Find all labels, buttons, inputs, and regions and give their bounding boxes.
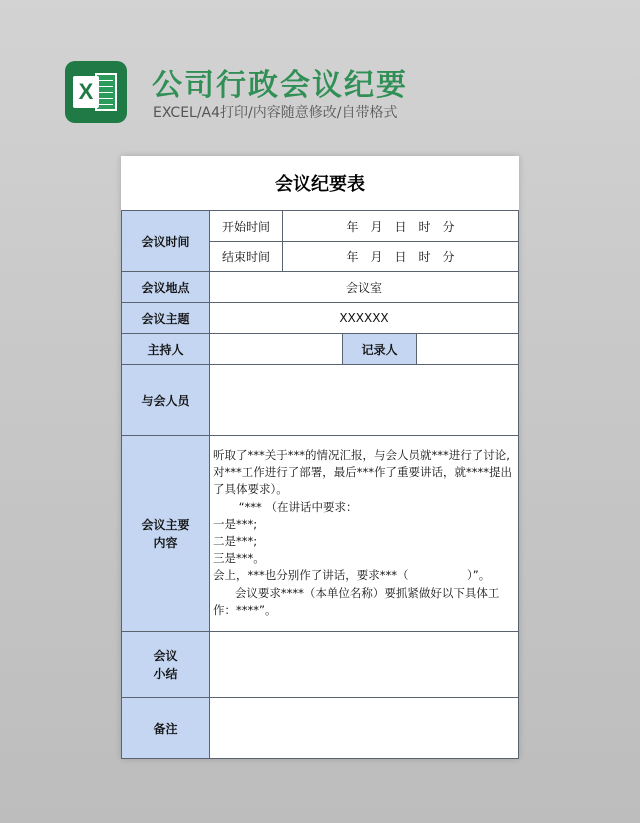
start-month-unit: 月 xyxy=(370,219,383,234)
summary-label-line2: 小结 xyxy=(153,666,178,681)
location-label: 会议地点 xyxy=(121,271,210,303)
page-title: 公司行政会议纪要 xyxy=(152,68,408,103)
recorder-label: 记录人 xyxy=(342,333,417,365)
end-month-unit: 月 xyxy=(370,250,383,264)
recorder-field[interactable] xyxy=(416,333,519,365)
end-hour-unit: 时 xyxy=(418,250,431,264)
meeting-time-label: 会议时间 xyxy=(121,210,210,272)
end-time-field[interactable] xyxy=(282,241,519,272)
topic-field[interactable]: XXXXXX xyxy=(209,302,519,334)
content-line: 了具体要求）。 xyxy=(213,482,288,497)
content-line: 三是***。 xyxy=(213,551,265,566)
summary-label xyxy=(121,631,210,698)
start-day-unit: 日 xyxy=(394,219,407,234)
form-sheet xyxy=(121,156,519,759)
location-field[interactable]: 会议室 xyxy=(209,271,519,303)
end-minute-unit: 分 xyxy=(442,250,455,264)
end-time-label: 结束时间 xyxy=(209,241,283,272)
content-line: 二是***; xyxy=(213,534,258,549)
attendees-field[interactable] xyxy=(209,364,519,436)
content-line: 会议要求****（本单位名称）要抓紧做好以下具体工 xyxy=(213,585,500,600)
excel-logo-icon xyxy=(65,61,127,123)
attendees-label: 与会人员 xyxy=(121,364,210,436)
content-line: 作：****”。 xyxy=(213,602,277,617)
excel-x-letter: X xyxy=(73,76,99,108)
remarks-label: 备注 xyxy=(121,697,210,759)
summary-field[interactable] xyxy=(209,631,519,698)
summary-label-line1: 会议 xyxy=(153,648,178,663)
main-content-field[interactable] xyxy=(209,435,519,632)
content-line: 听取了***关于***的情况汇报，与会人员就***进行了讨论, xyxy=(213,448,510,462)
start-hour-unit: 时 xyxy=(418,219,431,234)
content-line: 对***工作进行了部署，最后***作了重要讲话，就****提出 xyxy=(213,465,512,480)
start-minute-unit: 分 xyxy=(442,219,455,234)
remarks-field[interactable] xyxy=(209,697,519,759)
end-year-unit: 年 xyxy=(346,250,359,264)
start-year-unit: 年 xyxy=(346,219,359,234)
start-time-field[interactable] xyxy=(282,210,519,242)
page-subtitle: EXCEL/A4打印/内容随意修改/自带格式 xyxy=(153,105,398,121)
main-content-label-line1: 会议主要 xyxy=(141,517,190,532)
host-label: 主持人 xyxy=(121,333,210,365)
topic-label: 会议主题 xyxy=(121,302,210,334)
form-title: 会议纪要表 xyxy=(275,174,365,195)
content-line: 会上，***也分别作了讲话，要求***（ ）”。 xyxy=(213,568,491,583)
end-day-unit: 日 xyxy=(394,250,407,264)
content-line: 一是***; xyxy=(213,516,258,531)
main-content-label-line2: 内容 xyxy=(153,535,178,550)
host-field[interactable] xyxy=(209,333,343,365)
content-line: “*** （在讲话中要求： xyxy=(213,499,358,514)
main-content-label xyxy=(121,435,210,632)
start-time-label: 开始时间 xyxy=(209,210,283,242)
